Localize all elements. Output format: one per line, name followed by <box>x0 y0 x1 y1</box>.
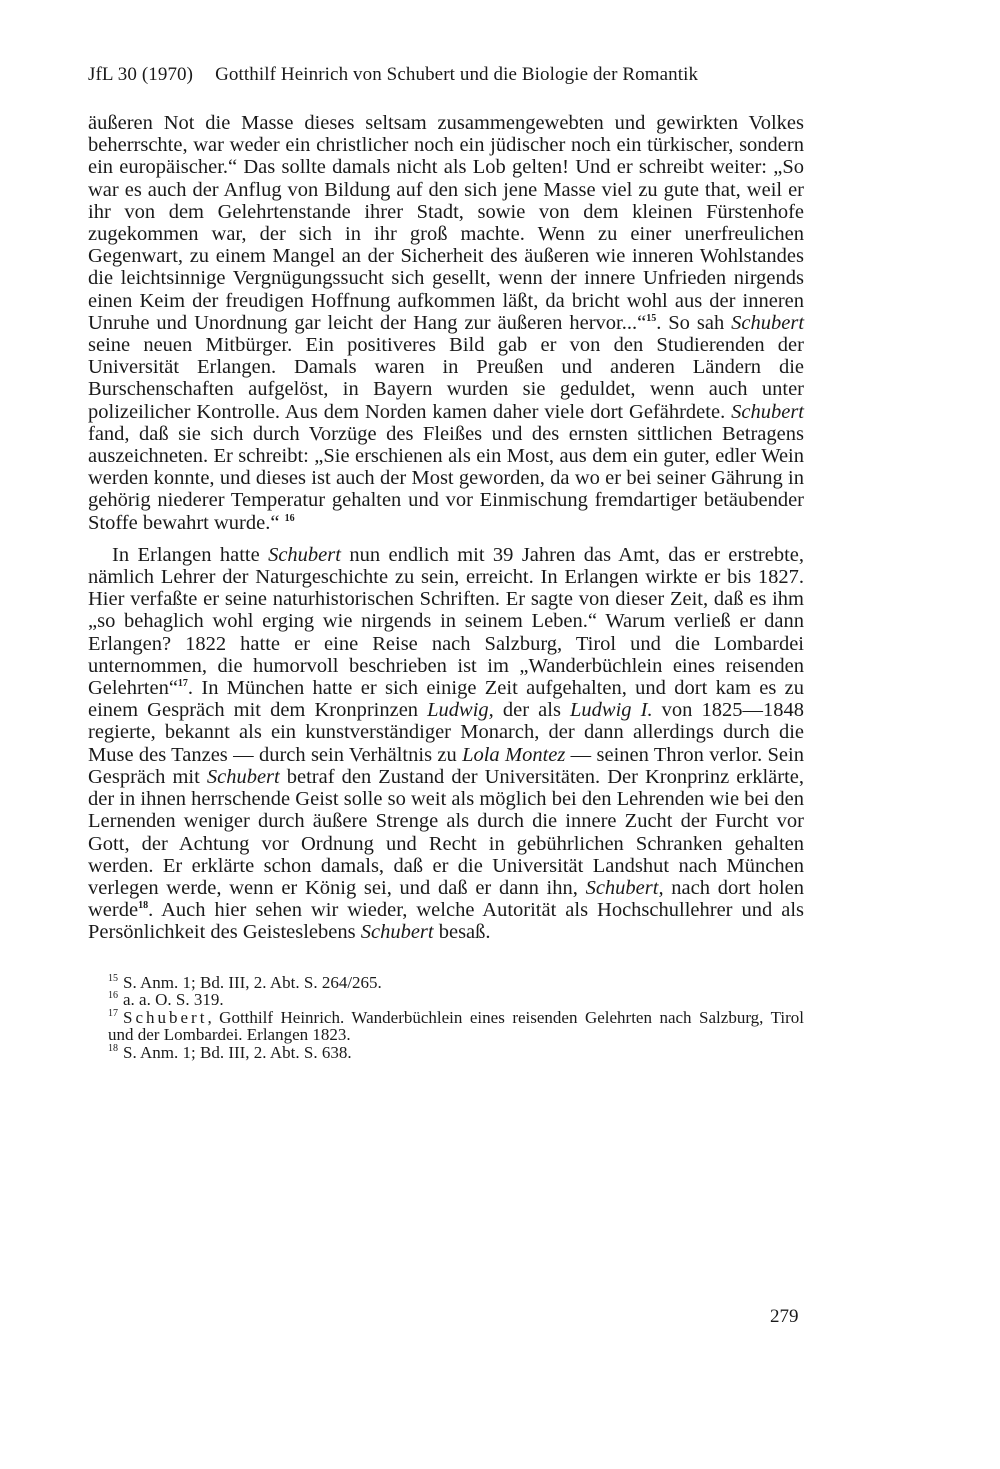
text-run: nach dort holen werde <box>88 876 804 922</box>
page-number: 279 <box>770 1306 799 1327</box>
body-text <box>88 112 804 944</box>
page <box>88 62 804 1061</box>
footnote-15 <box>88 974 804 992</box>
footnote-ref-17[interactable]: 17 <box>177 678 188 690</box>
person-name: Ludwig, <box>427 699 494 722</box>
paragraph-2 <box>88 544 804 944</box>
text-run: — seinen Thron verlor. Sein Gespräch mit <box>88 743 804 788</box>
person-name: Lola Montez <box>462 743 566 766</box>
footnote-17 <box>88 1009 804 1044</box>
footnote-ref-15[interactable]: 15 <box>646 313 657 324</box>
author-name: Schubert <box>731 400 804 423</box>
journal-citation: JfL 30 (1970) <box>88 64 194 85</box>
author-name: Schubert <box>360 921 434 944</box>
text-run: . In München hatte er sich einige Zeit aufgehalten, und dort kam es zu einem Gespräch mit dem Kronprinzen <box>88 677 804 722</box>
running-head <box>88 62 804 88</box>
footnote-text: a. a. O. S. 319. <box>123 990 224 1010</box>
author-name: Schubert, <box>585 876 664 899</box>
text-run: besaß. <box>433 921 491 944</box>
paragraph-1 <box>88 112 804 534</box>
footnote-author: Schubert <box>123 1007 208 1027</box>
author-name: Schubert <box>268 543 341 566</box>
footnote-text: , Gotthilf Heinrich. Wanderbüchlein eines reisenden Gelehrten nach Salzburg, Tirol und der Lombardei. Erlangen 1823. <box>108 1007 804 1045</box>
footnote-text: S. Anm. 1; Bd. III, 2. Abt. S. 638. <box>123 1042 352 1062</box>
author-name: Schubert <box>206 765 280 788</box>
text-run: . So sah <box>656 311 732 334</box>
text-run: fand, daß sie sich durch Vorzüge des Fleißes und des ernsten sittlichen Betragens auszeichneten. Er schreibt: „Sie erschienen als ein Most, aus dem ein guter, edler Wein werden konnte, und dieses ist auch der Most geworden, da wo er bei seiner Gährung in gehörig niederer Temperatur gehalten und vor Einmischung fremdartiger betäubender Stoffe bewahrt wurde.“ <box>88 422 804 534</box>
footnote-number: 16 <box>108 990 118 1002</box>
footnote-number: 17 <box>108 1008 118 1020</box>
footnote-ref-18[interactable]: 18 <box>138 900 149 912</box>
footnote-number: 15 <box>108 972 118 984</box>
text-run: nun endlich mit 39 Jahren das Amt, das er erstrebte, nämlich Lehrer der Naturgeschichte zu sein, erreicht. In Erlangen wirkte er bis 1827. Hier verfaßte er seine naturhistorischen Schriften. Er sagte von dieser Zeit, daß es ihm „so behaglich wohl erging wie nirgends in seinem Leben.“ Warum verließ er dann Erlangen? 1822 hatte er eine Reise nach Salzburg, Tirol und die Lombardei unternommen, die humorvoll beschrieben ist im „Wanderbüchlein eines reisenden Gelehrten“ <box>88 543 804 700</box>
text-run: der als <box>493 699 571 722</box>
footnote-number: 18 <box>108 1043 118 1055</box>
author-name: Schubert <box>731 311 805 334</box>
text-run: . Auch hier sehen wir wieder, welche Autorität als Hochschullehrer und als Persönlichkeit des Geisteslebens <box>88 899 804 944</box>
footnote-ref-16[interactable]: 16 <box>284 512 295 524</box>
text-run: von 1825—1848 regierte, bekannt als ein kunstverständiger Monarch, der dann allerdings durch die Muse des Tanzes — durch sein Verhältnis zu <box>88 699 804 766</box>
article-title: Gotthilf Heinrich von Schubert und die Biologie der Romantik <box>215 64 699 85</box>
footnote-18 <box>88 1044 804 1062</box>
footnote-text: S. Anm. 1; Bd. III, 2. Abt. S. 264/265. <box>123 972 382 992</box>
text-run: In Erlangen hatte <box>112 543 269 566</box>
text-run: betraf den Zustand der Universitäten. Der Kronprinz erklärte, der in ihnen herrschende Geist solle so weit als möglich bei den Lehrenden wie bei den Lernenden weniger durch äußere Strenge als durch die innere Zucht der Furcht vor Gott, der Achtung vor Ordnung und Recht in gebührlichen Schranken gehalten werden. Er erklärte schon damals, daß er die Universität Landshut nach München verlegen werde, wenn er König sei, und daß er dann ihn, <box>88 765 804 899</box>
footnote-16 <box>88 991 804 1009</box>
text-run: äußeren Not die Masse dieses seltsam zusammengewebten und gewirkten Volkes beherrschte, war weder ein christlicher noch ein jüdischer noch ein türkischer, sondern ein europäischer.“ Das sollte damals nicht als Lob gelten! Und er schreibt weiter: „So war es auch der Anflug von Bildung auf den sich jene Masse viel zu gute that, weil er ihr von dem Gelehrtenstande ihrer Stadt, sowie von dem kleinen Fürstenhofe zugekommen war, der sich in ihr groß machte. Wenn zu einer unerfreulichen Gegenwart, zu einem Mangel an der Sicherheit des äußeren wie inneren Wohlstandes die leichtsinnige Vergnügungssucht sich gesellt, wenn der innere Unfrieden nirgends einen Keim der freudigen Hoffnung aufkommen läßt, da bricht wohl aus der inneren Unruhe und Unordnung gar leicht der Hang zur äußeren hervor...“ <box>88 112 804 334</box>
footnotes <box>88 974 804 1062</box>
person-name: Ludwig I. <box>570 699 653 722</box>
text-run: seine neuen Mitbürger. Ein positiveres Bild gab er von den Studierenden der Universität Erlangen. Damals waren in Preußen und anderen Ländern die Burschenschaften aufgelöst, in Bayern wurden sie geduldet, wenn auch unter polizeilicher Kontrolle. Aus dem Norden kamen daher viele dort Gefährdete. <box>88 334 804 423</box>
